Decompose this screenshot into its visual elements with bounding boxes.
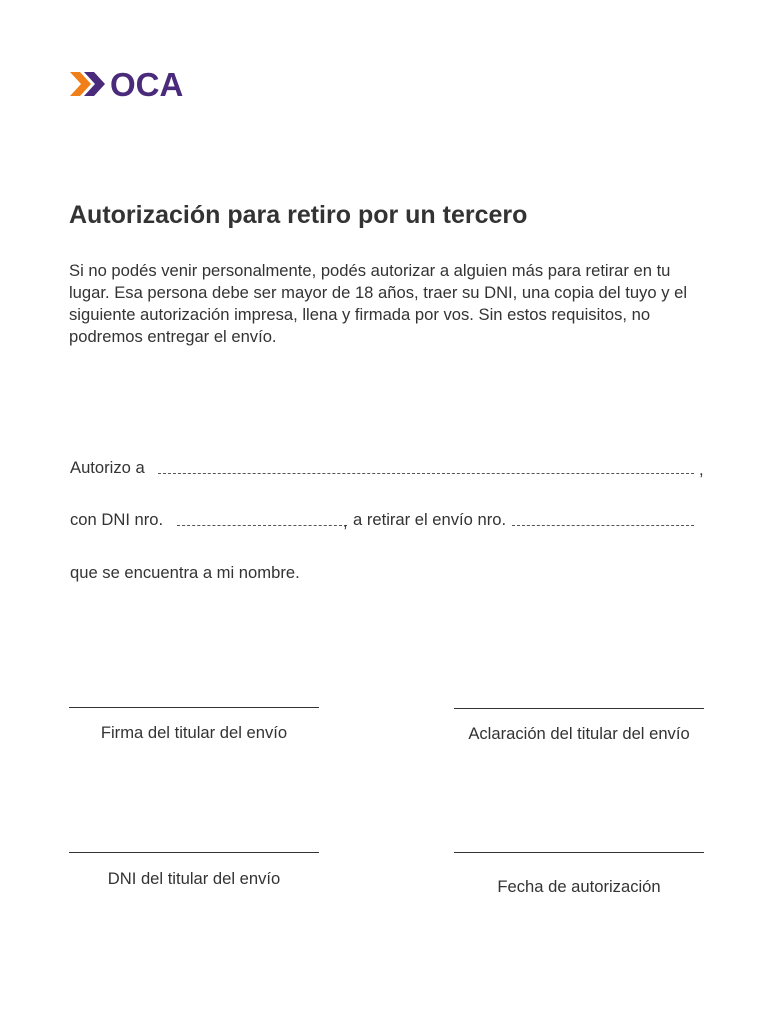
aclaracion-label: Aclaración del titular del envío <box>468 724 690 743</box>
dni-titular-line[interactable] <box>69 852 319 853</box>
fecha-line[interactable] <box>454 852 704 853</box>
logo-text: OCA <box>110 68 184 100</box>
oca-logo <box>70 68 200 100</box>
dni-titular-label: DNI del titular del envío <box>107 869 281 888</box>
autorizo-label: Autorizo a <box>70 458 145 477</box>
comma-separator: , <box>343 512 348 531</box>
envio-number-field[interactable] <box>512 525 694 526</box>
page-title: Autorización para retiro por un tercero <box>69 201 528 229</box>
autorizado-name-field[interactable] <box>158 473 694 474</box>
closing-text: que se encuentra a mi nombre. <box>70 563 300 582</box>
oca-logo-icon <box>70 68 200 100</box>
firma-signature-line[interactable] <box>69 707 319 708</box>
firma-label: Firma del titular del envío <box>100 723 288 742</box>
intro-paragraph: Si no podés venir personalmente, podés autorizar a alguien más para retirar en tu lugar. Esa persona debe ser mayor de 18 años, traer su DNI, una copia del tuyo y el siguiente autorización impresa, llena y firmada por vos. Sin estos requisitos, no podremos entregar el envío. <box>69 261 688 346</box>
comma-separator: , <box>699 460 704 479</box>
retirar-label: a retirar el envío nro. <box>353 510 507 529</box>
fecha-label: Fecha de autorización <box>497 877 661 896</box>
dni-label: con DNI nro. <box>70 510 164 529</box>
aclaracion-signature-line[interactable] <box>454 708 704 709</box>
dni-number-field[interactable] <box>177 525 347 526</box>
